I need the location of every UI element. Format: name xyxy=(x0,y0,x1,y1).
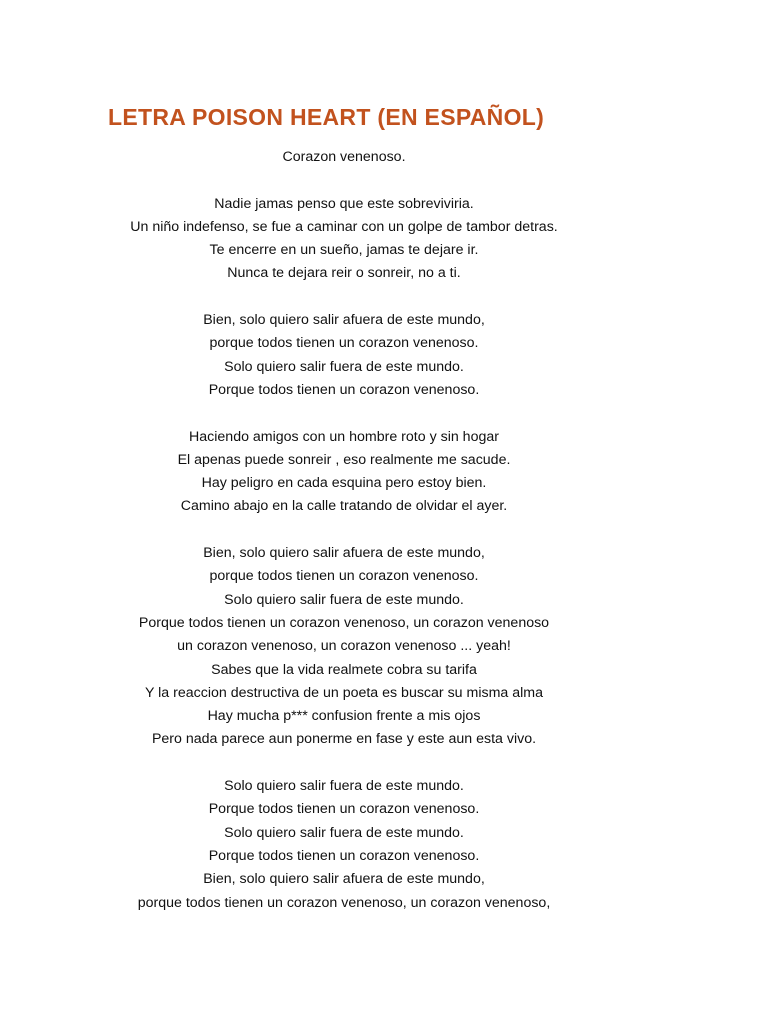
lyric-line: Corazon venenoso. xyxy=(282,149,406,165)
lyric-line: Te encerre en un sueño, jamas te dejare ir. xyxy=(209,242,479,259)
lyric-line: Camino abajo en la calle tratando de olvidar el ayer. xyxy=(180,498,508,515)
lyric-line: Hay peligro en cada esquina pero estoy bien. xyxy=(201,475,487,492)
lyric-line: Solo quiero salir fuera de este mundo. xyxy=(224,591,464,608)
lyric-line: un corazon venenoso, un corazon venenoso ... yeah! xyxy=(177,638,511,655)
lyric-line: Porque todos tienen un corazon venenoso. xyxy=(208,381,480,398)
lyric-line: Nadie jamas penso que este sobreviviria. xyxy=(214,195,474,212)
lyric-line: Solo quiero salir fuera de este mundo. xyxy=(224,778,464,795)
lyric-line: Porque todos tienen un corazon venenoso. xyxy=(208,801,480,818)
stanza-break xyxy=(0,519,688,542)
lyric-line: Bien, solo quiero salir afuera de este mundo, xyxy=(203,312,485,329)
lyric-line: Porque todos tienen un corazon venenoso, un corazon venenoso xyxy=(138,614,550,631)
stanza-break xyxy=(0,752,688,775)
stanza-break xyxy=(0,169,688,192)
lyric-line: Solo quiero salir fuera de este mundo. xyxy=(224,824,464,841)
lyric-line: porque todos tienen un corazon venenoso, un corazon venenoso, xyxy=(137,894,551,911)
lyric-line: Sabes que la vida realmete cobra su tarifa xyxy=(211,661,477,678)
lyric-line: Solo quiero salir fuera de este mundo. xyxy=(224,358,464,375)
lyric-line: Un niño indefenso, se fue a caminar con un golpe de tambor detras. xyxy=(130,218,558,235)
page-title: LETRA POISON HEART (EN ESPAÑOL) xyxy=(108,104,545,130)
stanza-break xyxy=(0,402,688,425)
lyric-line: porque todos tienen un corazon venenoso. xyxy=(209,568,479,585)
lyric-line: porque todos tienen un corazon venenoso. xyxy=(209,335,479,352)
lyric-line: Pero nada parece aun ponerme en fase y este aun esta vivo. xyxy=(151,731,537,748)
lyric-line: Hay mucha p*** confusion frente a mis ojos xyxy=(207,708,481,725)
lyric-line: Nunca te dejara reir o sonreir, no a ti. xyxy=(227,265,461,282)
lyrics-body xyxy=(0,146,688,915)
stanza-break xyxy=(0,286,688,309)
lyric-line: Porque todos tienen un corazon venenoso. xyxy=(208,847,480,864)
lyric-line: El apenas puede sonreir , eso realmente me sacude. xyxy=(177,451,511,468)
lyric-line: Bien, solo quiero salir afuera de este mundo, xyxy=(203,545,485,562)
lyric-line: Bien, solo quiero salir afuera de este mundo, xyxy=(203,871,485,888)
lyric-line: Haciendo amigos con un hombre roto y sin hogar xyxy=(189,428,499,445)
lyric-line: Y la reaccion destructiva de un poeta es buscar su misma alma xyxy=(145,684,543,701)
